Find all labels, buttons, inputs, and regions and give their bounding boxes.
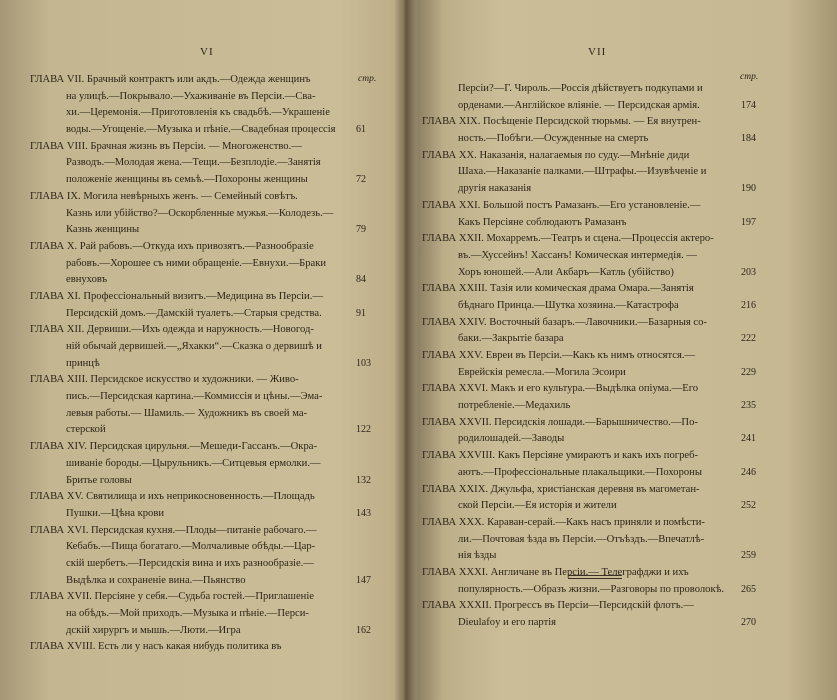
toc-page-number: 252 — [741, 500, 756, 512]
toc-entry-line — [30, 72, 377, 89]
toc-entry-line — [422, 164, 780, 181]
toc-entry-text: ГЛАВА VII. Брачный контрактъ или акдъ.—Одежда женщинъ — [30, 74, 311, 85]
toc-entry-line — [30, 556, 377, 573]
toc-entry-line — [30, 139, 377, 156]
toc-entry-text: Казнь или убійство?—Оскорбленные мужья.—Колодезь.— — [66, 207, 334, 219]
toc-entry-text: другія наказанія — [458, 183, 532, 195]
toc-entry-text: ской Персіи.—Ея исторія и жители — [458, 500, 617, 512]
toc-entry-line — [30, 339, 377, 356]
toc-entry-line — [422, 131, 780, 148]
toc-entry-text: ГЛАВА XVI. Персидская кухня.—Плоды—питаніе рабочаго.— — [30, 524, 317, 536]
toc-entry-line — [422, 331, 780, 348]
toc-entry-line — [422, 81, 780, 98]
table-of-contents — [30, 72, 377, 656]
toc-page-number: 79 — [356, 224, 366, 236]
toc-entry-line — [422, 548, 780, 565]
toc-entry-text: ГЛАВА XXXII. Прогрессъ въ Персіи—Персидскій флотъ.— — [422, 600, 694, 612]
toc-entry-line — [30, 356, 377, 373]
toc-entry-text: Шаха.—Наказаніе палками.—Штрафы.—Изувѣченіе и — [458, 166, 707, 178]
toc-entry-line — [30, 406, 377, 423]
toc-page-number: 229 — [741, 366, 756, 378]
toc-entry-text: популярность.—Образъ жизни.—Разговоры по проволокѣ. — [458, 583, 725, 595]
page-number: VII — [588, 46, 607, 58]
toc-page-number: 147 — [356, 574, 371, 586]
page-column-label: стр. — [740, 72, 759, 82]
toc-entry-text: нія ѣзды — [458, 550, 497, 562]
toc-entry-line — [422, 265, 780, 282]
toc-entry-text: ГЛАВА X. Рай рабовъ.—Откуда ихъ привозятъ.—Разнообразіе — [30, 240, 314, 252]
toc-entry-text: ГЛАВА XX. Наказанія, налагаемыя по суду.—Мнѣніе диди — [422, 149, 690, 161]
toc-entry-line — [422, 298, 780, 315]
toc-entry-text: ГЛАВА XI. Профессіональный визитъ.—Медицина въ Персіи.— — [30, 290, 323, 302]
toc-page-number: 91 — [356, 307, 366, 319]
toc-page-number: 203 — [741, 266, 756, 278]
toc-entry-line — [30, 389, 377, 406]
toc-entry-text: воды.—Угощеніе.—Музыка и пѣніе.—Свадебная процессія — [66, 124, 336, 136]
toc-entry-text: ГЛАВА IX. Могила невѣрныхъ женъ. — Семейный совѣтъ. — [30, 190, 298, 202]
toc-entry-text: ГЛАВА XV. Святилища и ихъ неприкосновенность.—Площадь — [30, 491, 315, 503]
toc-entry-text: родилошадей.—Заводы — [458, 433, 565, 445]
toc-page-number: 270 — [741, 617, 756, 628]
toc-entry-line — [30, 473, 377, 490]
toc-entry-text: ли.—Почтовая ѣзда въ Персіи.—Отъѣздъ.—Впечатлѣ- — [458, 533, 705, 545]
toc-entry-line — [422, 582, 780, 599]
toc-entry-line — [422, 98, 780, 115]
toc-entry-line — [30, 322, 377, 339]
toc-entry-text: аютъ.—Профессіональные плакальщики.—Похороны — [458, 466, 702, 478]
toc-entry-text: въ.—Хуссейнъ! Хассанъ! Комическая интермедія. — — [458, 249, 697, 261]
toc-entry-line — [30, 89, 377, 106]
toc-entry-text: на обѣдъ.—Мой приходъ.—Музыка и пѣніе.—Перси- — [66, 608, 309, 619]
toc-entry-line — [30, 489, 377, 506]
toc-entry-text: ГЛАВА XVIII. Есть ли у насъ какая нибудь политика въ — [30, 641, 282, 653]
toc-entry-line — [422, 431, 780, 448]
toc-entry-line — [30, 456, 377, 473]
toc-entry-line — [422, 515, 780, 532]
toc-page-number: 174 — [741, 99, 756, 111]
toc-entry-line — [30, 523, 377, 540]
toc-entry-text: ГЛАВА VIII. Брачная жизнь въ Персіи. — Многоженство.— — [30, 140, 302, 152]
toc-entry-line — [30, 422, 377, 439]
toc-entry-line — [422, 598, 780, 615]
toc-page-number: 265 — [741, 583, 756, 595]
toc-entry-line — [30, 306, 377, 323]
toc-entry-line — [422, 448, 780, 465]
toc-page-number: 132 — [356, 474, 371, 486]
toc-entry-text: положеніе женщины въ семьѣ.—Похороны женщины — [66, 174, 308, 186]
toc-entry-text: потребленіе.—Медахиль — [458, 400, 571, 412]
toc-entry-line — [30, 439, 377, 456]
toc-entry-text: Кебабъ.—Пища богатаго.—Молчаливые обѣды.—Цар- — [66, 541, 316, 553]
toc-entry-line — [422, 248, 780, 265]
toc-entry-text: хи.—Церемонія.—Приготовленія къ свадьбѣ.—Украшеніе — [66, 107, 330, 119]
toc-page-number: 197 — [741, 216, 756, 228]
end-ornament-rule — [568, 575, 622, 579]
toc-entry-line — [30, 372, 377, 389]
toc-entry-line — [422, 315, 780, 332]
toc-entry-line — [30, 105, 377, 122]
toc-entry-line — [422, 215, 780, 232]
toc-entry-text: ГЛАВА XXIX. Джульфа, христіанская деревня въ магометан- — [422, 483, 700, 495]
left-page — [0, 0, 400, 700]
toc-entry-text: Какъ Персіяне соблюдаютъ Рамазанъ — [458, 216, 627, 228]
toc-entry-text: ГЛАВА XXVIII. Какъ Персіяне умираютъ и какъ ихъ погреб- — [422, 450, 699, 462]
toc-entry-text: ГЛАВА XXII. Мохарремъ.—Театръ и сцена.—Процессія актеро- — [422, 233, 714, 245]
toc-entry-text: ГЛАВА XIX. Посѣщеніе Персидской тюрьмы. — Ея внутрен- — [422, 116, 701, 128]
toc-entry-line — [422, 348, 780, 365]
toc-entry-text: пись.—Персидская картина.—Коммиссія и цѣны.—Эма- — [66, 391, 323, 403]
toc-page-number: 222 — [741, 333, 756, 345]
toc-entry-line — [422, 482, 780, 499]
toc-entry-line — [422, 148, 780, 165]
toc-page-number: 216 — [741, 299, 756, 311]
toc-entry-line — [30, 256, 377, 273]
toc-entry-text: Бритье головы — [66, 474, 132, 486]
toc-entry-line — [30, 606, 377, 623]
toc-entry-text: ГЛАВА XXIV. Восточный базаръ.—Лавочники.—Базарныя со- — [422, 316, 707, 328]
table-of-contents — [422, 81, 780, 632]
toc-page-number: 235 — [741, 400, 756, 412]
page-number: VI — [200, 46, 214, 58]
toc-entry-text: бѣднаго Принца.—Шутка хозяина.—Катастрофа — [458, 299, 679, 311]
toc-entry-text: скій шербетъ.—Персидскія вина и ихъ разнообразіе.— — [66, 557, 314, 569]
toc-entry-line — [30, 623, 377, 640]
toc-entry-text: на улицѣ.—Покрывало.—Ухаживаніе въ Персіи.—Сва- — [66, 90, 316, 102]
toc-page-number: 241 — [741, 433, 756, 445]
toc-entry-text: ГЛАВА XXX. Караван-серай.—Какъ насъ приняли и помѣсти- — [422, 516, 705, 528]
toc-entry-text: Персіи?—Г. Чироль.—Россія дѣйствуетъ подкупами и — [458, 83, 703, 94]
toc-entry-line — [422, 398, 780, 415]
toc-entry-line — [30, 639, 377, 656]
toc-entry-text: евнуховъ — [66, 274, 108, 286]
toc-entry-line — [422, 198, 780, 215]
toc-entry-line — [30, 239, 377, 256]
toc-entry-text: ГЛАВА XXV. Евреи въ Персіи.—Какъ къ нимъ относятся.— — [422, 350, 696, 361]
toc-entry-text: левыя работы.— Шамиль.— Художникъ въ своей ма- — [66, 407, 308, 419]
toc-entry-line — [422, 532, 780, 549]
toc-entry-line — [30, 289, 377, 306]
toc-entry-line — [30, 155, 377, 172]
toc-entry-text: ГЛАВА XII. Дервиши.—Ихъ одежда и наружность.—Новогод- — [30, 324, 314, 336]
toc-entry-text: дскій хирургъ и мышь.—Люти.—Игра — [66, 624, 241, 636]
toc-entry-text: ній обычай дервишей.—„Яхакки“.—Сказка о дервишѣ и — [66, 341, 322, 352]
toc-entry-line — [422, 415, 780, 432]
toc-entry-line — [30, 206, 377, 223]
toc-entry-text: Выдѣлка и сохраненіе вина.—Пьянство — [66, 574, 246, 586]
toc-entry-line — [422, 465, 780, 482]
toc-page-number: 184 — [741, 133, 756, 145]
toc-entry-line — [30, 272, 377, 289]
toc-entry-line — [30, 539, 377, 556]
toc-page-number: 72 — [356, 174, 366, 186]
toc-page-number: 103 — [356, 357, 371, 369]
toc-entry-line — [422, 231, 780, 248]
toc-page-number: 84 — [356, 274, 366, 286]
toc-entry-line — [30, 589, 377, 606]
toc-page-number: 122 — [356, 424, 371, 436]
toc-page-number: 143 — [356, 507, 371, 519]
toc-page-number: 190 — [741, 183, 756, 195]
toc-entry-text: ГЛАВА XXVII. Персидскія лошади.—Барышничество.—По- — [422, 416, 698, 428]
toc-entry-text: ГЛАВА XXI. Большой постъ Рамазанъ.—Его установленіе.— — [422, 199, 701, 211]
toc-entry-line — [422, 565, 780, 582]
toc-entry-text: стерской — [66, 424, 106, 436]
toc-entry-line — [422, 281, 780, 298]
toc-entry-line — [422, 381, 780, 398]
toc-entry-text: ГЛАВА XIV. Персидская цирульня.—Мешеди-Гассанъ.—Окра- — [30, 441, 317, 453]
toc-page-number: 162 — [356, 624, 371, 636]
toc-entry-line — [30, 506, 377, 523]
toc-entry-line — [30, 172, 377, 189]
toc-entry-text: Пушки.—Цѣна крови — [66, 507, 164, 519]
toc-entry-text: ГЛАВА XVII. Персіяне у себя.—Судьба гостей.—Приглашеніе — [30, 591, 314, 603]
toc-entry-text: ГЛАВА XIII. Персидское искусство и художники. — Живо- — [30, 374, 299, 386]
toc-entry-line — [422, 615, 780, 632]
toc-entry-text: Казнь женщины — [66, 224, 140, 236]
toc-entry-text: Хоръ юношей.—Али Акбаръ—Катль (убійство) — [458, 266, 674, 278]
toc-entry-line — [30, 189, 377, 206]
toc-entry-line — [422, 181, 780, 198]
toc-entry-text: Персидскій домъ.—Дамскій туалетъ.—Старыя средства. — [66, 307, 322, 319]
toc-entry-text: рабовъ.—Хорошее съ ними обращеніе.—Евнухи.—Браки — [66, 257, 327, 269]
toc-entry-text: баки.—Закрытіе базара — [458, 333, 564, 345]
toc-page-number: 61 — [356, 124, 366, 136]
toc-page-number: 246 — [741, 466, 756, 478]
page-column-label: стр. — [358, 74, 377, 84]
toc-entry-line — [30, 122, 377, 139]
toc-entry-text: ГЛАВА XXVI. Макъ и его культура.—Выдѣлка опіума.—Его — [422, 383, 699, 395]
toc-entry-line — [30, 222, 377, 239]
toc-entry-text: Dieulafoy и его партія — [458, 617, 557, 628]
toc-entry-line — [422, 114, 780, 131]
toc-entry-line — [422, 498, 780, 515]
toc-entry-line — [30, 573, 377, 590]
toc-entry-text: шиваніе бороды.—Цырульникъ.—Ситцевыя ермолки.— — [66, 457, 321, 469]
toc-entry-text: ГЛАВА XXXI. Англичане въ Персіи.— Телеграфджи и ихъ — [422, 566, 689, 578]
toc-entry-text: ГЛАВА XXIII. Тазія или комическая драма Омара.—Занятія — [422, 283, 694, 295]
right-page — [408, 0, 837, 700]
toc-entry-text: орденами.—Англійское вліяніе. — Персидская армія. — [458, 99, 700, 111]
toc-page-number: 259 — [741, 550, 756, 562]
toc-entry-text: ность.—Побѣги.—Осужденные на смерть — [458, 133, 649, 145]
toc-entry-text: принцѣ — [66, 357, 100, 369]
toc-entry-line — [422, 365, 780, 382]
toc-entry-text: Еврейскія ремесла.—Могила Эсоири — [458, 366, 626, 378]
toc-entry-text: Разводъ.—Молодая жена.—Тещи.—Безплодіе.—Занятія — [66, 157, 321, 169]
